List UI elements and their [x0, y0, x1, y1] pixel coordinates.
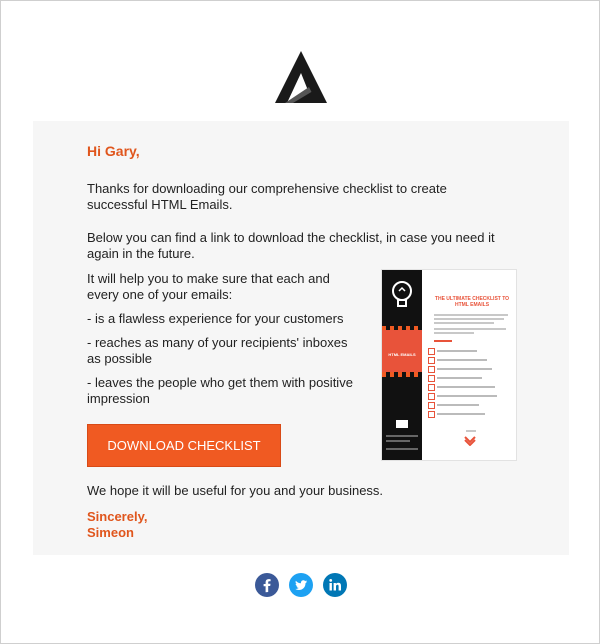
- preview-title: THE ULTIMATE CHECKLIST TO HTML EMAILS: [434, 296, 510, 308]
- preview-cover-label: HTML EMAILS: [388, 352, 416, 357]
- preview-checkbox: [428, 366, 435, 373]
- preview-text-line: [434, 318, 504, 320]
- preview-checkbox: [428, 384, 435, 391]
- preview-footer-line: [386, 435, 418, 437]
- signoff-line: Sincerely,: [87, 509, 148, 524]
- preview-item: [437, 359, 487, 361]
- preview-mini-logo: [396, 420, 408, 428]
- preview-text-line: [434, 314, 508, 316]
- intro-paragraph: Thanks for downloading our comprehensive checklist to create successful HTML Emails.: [87, 181, 447, 212]
- preview-checkbox: [428, 402, 435, 409]
- preview-checkbox: [428, 411, 435, 418]
- preview-checkbox: [428, 348, 435, 355]
- checklist-preview-image[interactable]: [381, 269, 517, 461]
- preview-footer-line: [386, 448, 418, 450]
- closing-text: We hope it will be useful for you and your business.: [87, 483, 384, 498]
- preview-text-line: [434, 332, 474, 334]
- preview-text-line: [434, 328, 506, 330]
- preview-red-band: [382, 330, 422, 372]
- preview-checkbox: [428, 393, 435, 400]
- download-checklist-button[interactable]: DOWNLOAD CHECKLIST: [87, 424, 281, 467]
- benefit-item: - is a flawless experience for your customers: [87, 311, 344, 326]
- greeting: Hi Gary,: [87, 143, 140, 159]
- preview-item: [437, 377, 482, 379]
- preview-item: [437, 404, 479, 406]
- chevron-down-icon: [464, 436, 476, 446]
- sender-name: Simeon: [87, 525, 134, 540]
- preview-item: [437, 395, 497, 397]
- preview-checkbox: [428, 357, 435, 364]
- preview-item: [437, 368, 492, 370]
- link-paragraph: Below you can find a link to download the checklist, in case you need it again in the future.: [87, 230, 495, 261]
- preview-footer-line: [386, 440, 410, 442]
- preview-zigzag: [382, 372, 422, 377]
- twitter-icon[interactable]: [289, 573, 313, 597]
- help-paragraph: It will help you to make sure that each and every one of your emails:: [87, 271, 330, 302]
- lightbulb-icon: [390, 280, 414, 310]
- preview-section-label: [434, 340, 452, 342]
- linkedin-icon[interactable]: [323, 573, 347, 597]
- preview-item: [437, 350, 477, 352]
- email-body-card: [33, 121, 569, 555]
- benefit-item: - leaves the people who get them with positive impression: [87, 375, 353, 406]
- brand-logo-icon: [273, 49, 329, 105]
- facebook-icon[interactable]: [255, 573, 279, 597]
- preview-item: [437, 413, 485, 415]
- preview-checkbox: [428, 375, 435, 382]
- preview-text-line: [434, 322, 494, 324]
- preview-item: [437, 386, 495, 388]
- benefit-item: - reaches as many of your recipients' inboxes as possible: [87, 335, 348, 366]
- preview-text-line: [466, 430, 476, 432]
